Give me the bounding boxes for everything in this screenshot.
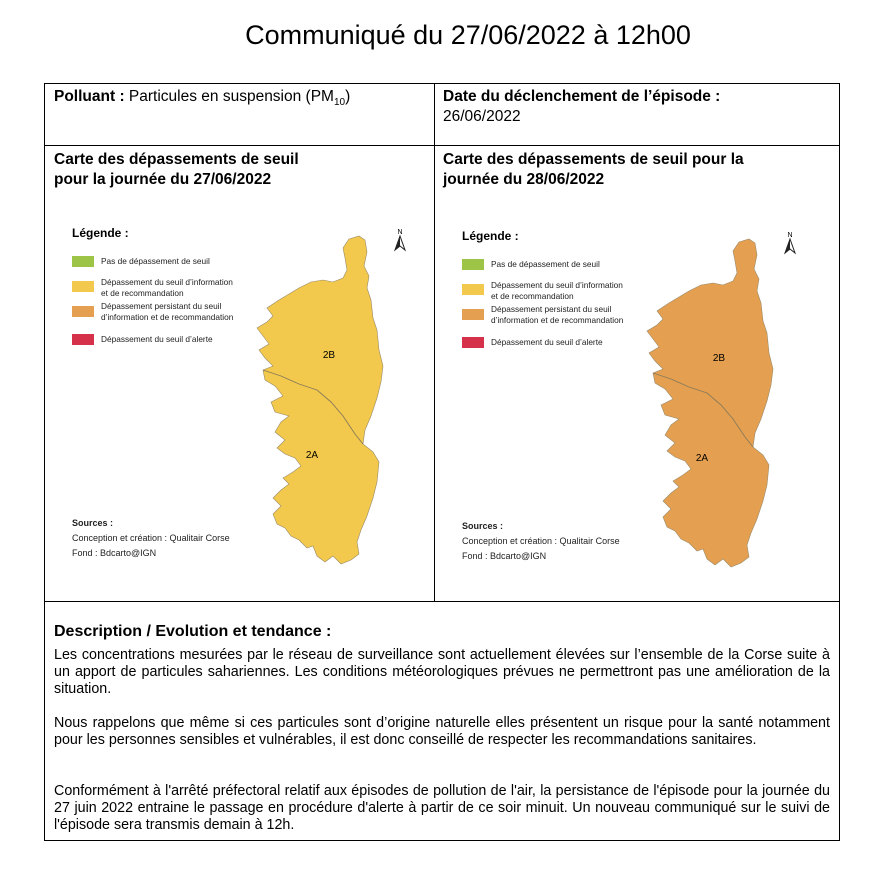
polluant-value-suffix: ) <box>345 88 351 105</box>
map-heading-right-line1: Carte des dépassements de seuil pour la <box>443 151 744 168</box>
description-paragraph-3: Conformément à l'arrêté préfectoral relatif aux épisodes de pollution de l'air, la persistance de l'épisode pour la journée du 27 juin 2022 entraine le passage en procédure d'alerte à partir de ce soir minuit. Un nouveau communiqué sur le suivi de l'épisode sera transmis demain à 12h. <box>54 783 830 833</box>
polluant-label: Polluant : <box>54 88 125 105</box>
zone-label-2a: 2A <box>695 453 709 464</box>
map-heading-right <box>443 150 744 190</box>
description-title: Description / Evolution et tendance : <box>54 623 332 640</box>
zone-label-2b: 2B <box>712 353 726 364</box>
sources-line-1: Conception et création : Qualitair Corse <box>462 536 620 546</box>
map-sources <box>462 519 620 564</box>
sources-line-2: Fond : Bdcarto@IGN <box>72 548 157 558</box>
legend-label: Dépassement du seuil d’information et de recommandation <box>101 277 233 298</box>
map-sources <box>72 516 230 561</box>
polluant-value-subscript: 10 <box>333 97 346 109</box>
map-heading-left-line1: Carte des dépassements de seuil <box>54 151 299 168</box>
map-heading-left <box>54 150 299 190</box>
corsica-shape <box>647 239 773 567</box>
legend-label: Dépassement persistant du seuil d’information et de recommandation <box>101 301 234 322</box>
corsica-shape <box>257 236 383 564</box>
map-heading-right-line2: journée du 28/06/2022 <box>443 171 605 188</box>
svg-text:N: N <box>787 232 793 239</box>
description-paragraph-1: Les concentrations mesurées par le réseau de surveillance sont actuellement élevées sur l’ensemble de la Corse suite à un apport de particules sahariennes. Les conditions météorologiques prévues ne permettront pas une amélioration de la situation. <box>54 647 830 697</box>
legend-title: Légende : <box>462 229 519 243</box>
map-panel-right <box>457 229 803 584</box>
description-paragraph-2: Nous rappelons que même si ces particules sont d’origine naturelle elles présentent un risque pour la santé notamment pour les personnes sensibles et vulnérables, il est donc conseillé de respecter les recommandations sanitaires. <box>54 715 830 748</box>
legend-label: Dépassement persistant du seuil d’information et de recommandation <box>491 304 624 325</box>
row-divider <box>45 145 839 146</box>
svg-text:N: N <box>397 229 403 236</box>
sources-title: Sources : <box>462 521 504 531</box>
north-arrow-icon <box>395 229 405 250</box>
row-divider <box>45 601 839 602</box>
declenchement-cell <box>443 87 720 127</box>
column-divider <box>434 84 435 601</box>
sources-line-1: Conception et création : Qualitair Corse <box>72 533 230 543</box>
sources-title: Sources : <box>72 518 114 528</box>
north-arrow-icon <box>785 232 795 253</box>
zone-label-2b: 2B <box>322 350 336 361</box>
declenchement-label: Date du déclenchement de l’épisode : <box>443 88 721 105</box>
zone-label-2a: 2A <box>305 450 319 461</box>
legend-title: Légende : <box>72 226 129 240</box>
page-title: Communiqué du 27/06/2022 à 12h00 <box>245 20 691 50</box>
communique-table <box>44 83 840 841</box>
map-heading-left-line2: pour la journée du 27/06/2022 <box>54 171 272 188</box>
legend-label: Dépassement du seuil d’alerte <box>491 337 603 347</box>
legend-label: Pas de dépassement de seuil <box>101 256 210 266</box>
sources-line-2: Fond : Bdcarto@IGN <box>462 551 547 561</box>
legend-label: Dépassement du seuil d’information et de recommandation <box>491 280 623 301</box>
map-panel-left <box>67 226 413 581</box>
declenchement-date: 26/06/2022 <box>443 108 521 125</box>
legend-label: Pas de dépassement de seuil <box>491 259 600 269</box>
legend-label: Dépassement du seuil d’alerte <box>101 334 213 344</box>
polluant-cell <box>54 87 350 113</box>
polluant-value-prefix: Particules en suspension (PM <box>128 88 334 105</box>
polluant-value <box>128 88 351 109</box>
